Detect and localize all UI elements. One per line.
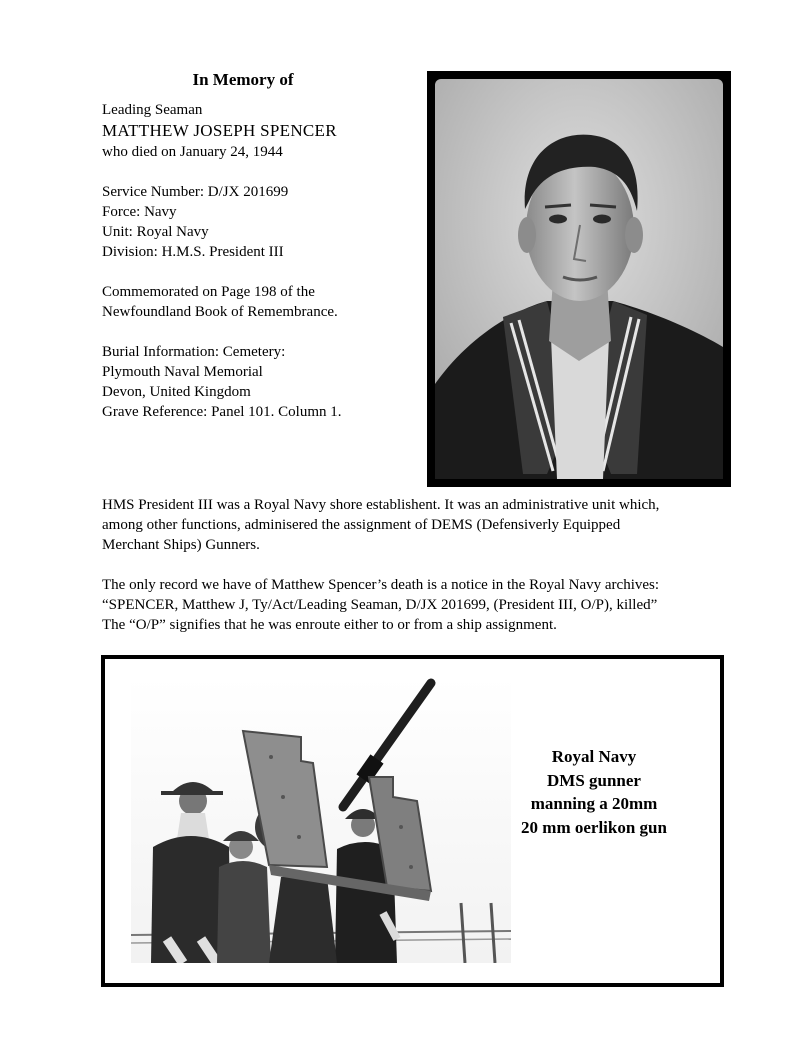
force-text: Force: Navy [102,204,177,220]
photo-caption [489,745,699,839]
caption-line-4: 20 mm oerlikon gun [521,817,667,837]
portrait-frame [427,71,731,487]
commemorated-line-1: Commemorated on Page 198 of the [102,284,315,300]
rank-text: Leading Seaman [102,102,203,118]
caption-line-1: Royal Navy [551,747,637,766]
memorial-details [102,100,412,422]
narrative [102,495,742,635]
death-date: who died on January 24, 1944 [102,144,283,160]
commemorated-line-2: Newfoundland Book of Remembrance. [102,304,338,320]
unit-text: Unit: Royal Navy [102,224,209,240]
burial-line-3: Devon, United Kingdom [102,384,251,400]
memorial-heading: In Memory of [192,70,294,89]
caption-line-3: manning a 20mm [530,794,658,813]
caption-line-2: DMS gunner [547,770,641,790]
narrative-p2-line-3: The “O/P” signifies that he was enroute either to or from a ship assignment. [102,617,557,633]
division-text: Division: H.M.S. President III [102,244,284,260]
burial-line-4: Grave Reference: Panel 101. Column 1. [102,404,342,420]
burial-line-2: Plymouth Naval Memorial [102,364,263,380]
narrative-p1-line-1: HMS President III was a Royal Navy shore establishent. It was an administrative unit which, [102,497,660,513]
service-number: Service Number: D/JX 201699 [102,184,289,200]
sailor-name: MATTHEW JOSEPH SPENCER [102,121,337,140]
gunner-photo-frame [101,655,724,987]
narrative-p1-line-3: Merchant Ships) Gunners. [102,537,260,553]
narrative-p2-line-1: The only record we have of Matthew Spencer’s death is a notice in the Royal Navy archives: [102,577,660,593]
sailor-portrait-photo [435,79,723,479]
narrative-p2-line-2: “SPENCER, Matthew J, Ty/Act/Leading Seaman, D/JX 201699, (President III, O/P), killed” [102,597,658,613]
burial-line-1: Burial Information: Cemetery: [102,344,286,360]
oerlikon-gun-photo [131,677,511,963]
narrative-p1-line-2: among other functions, adminisered the assignment of DEMS (Defensiverly Equipped [102,517,621,533]
